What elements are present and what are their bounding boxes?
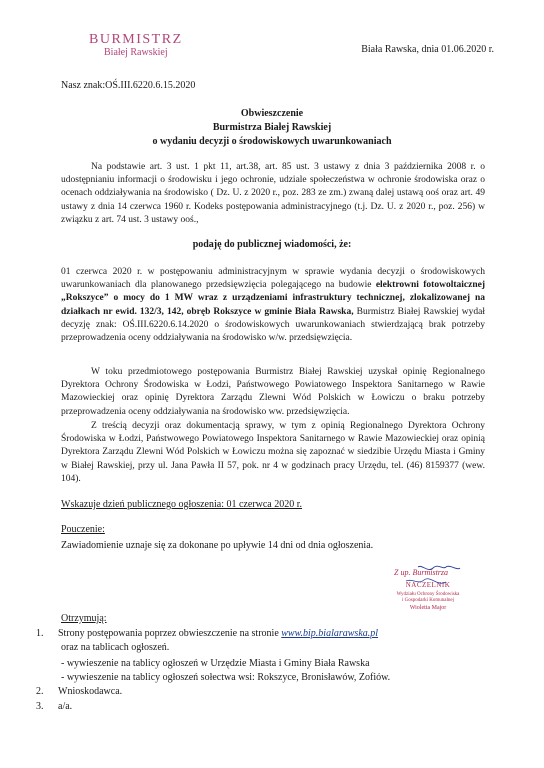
project-description: elektrowni fotowoltaicznej „Rokszyce” o mocy do 1 MW wraz z urządzeniami infrastruktury technicznej, zlokalizowanej na działkach nr ewid. 132/3, 142, obręb Rokszyce w gminie Biała Rawska, [61, 280, 485, 317]
signature-stamp-graphic [388, 565, 488, 617]
logo-subtitle: Białej Rawskiej [104, 47, 168, 58]
stamp-line1: Z up. Burmistrza [394, 568, 449, 577]
bip-link[interactable]: www.bip.bialarawska.pl [281, 628, 379, 639]
decision-text-start: 01 czerwca 2020 r. w postępowaniu administracyjnym w sprawie wydania decyzji o środowiskowych uwarunkowaniach dla planowanego przedsięwzięcia polegającego na budowie [61, 267, 485, 291]
document-title-subject: o wydaniu decyzji o środowiskowych uwarunkowaniach [152, 136, 392, 147]
recipient-text: Wnioskodawca. [58, 686, 123, 697]
access-paragraph [61, 420, 485, 486]
logo-title: BURMISTRZ [89, 32, 183, 47]
access-text: Z treścią decyzji oraz dokumentacją sprawy, w tym z opinią Regionalnego Dyrektora Ochrony Środowiska w Łodzi, Państwowego Powiatowego Inspektora Sanitarnego w Rawie Mazowieckiej oraz opinią Dyrektora Zarządu Zlewni Wód Polskich w Łowiczu można się zapoznać w siedzibie Urzędu Miasta i Gminy w Białej Rawskiej, przy ul. Jana Pawła II 57, pok. nr 4 w godzinach pracy Urzędu, tel. (46) 8159377 (wew. 104). [61, 421, 485, 484]
reference-number: Nasz znak:OŚ.III.6220.6.15.2020 [61, 80, 196, 91]
recipient-item-1 [36, 627, 486, 641]
recipient-text: Strony postępowania poprzez obwieszczenie na stronie [58, 628, 282, 639]
burmistrz-logo [89, 32, 183, 59]
stamp-line2: NACZELNIK [405, 581, 451, 589]
place-date: Biała Rawska, dnia 01.06.2020 r. [361, 44, 494, 55]
recipient-item-3 [36, 700, 486, 714]
opinions-text: W toku przedmiotowego postępowania Burmistrz Białej Rawskiej uzyskał opinię Regionalnego Dyrektora Ochrony Środowiska w Łodzi, Państwowego Powiatowego Inspektora Sanitarnego w Rawie Mazowieckiej oraz opinię Dyrektora Zarządu Zlewni Wód Polskich w Łowiczu o braku potrzeby przeprowadzenia oceny oddziaływania na środowisko ww. przedsięwzięcia. [61, 367, 485, 417]
recipient-item-1-line3: - wywieszenie na tablicy ogłoszeń w Urzędzie Miasta i Gminy Biała Rawska [61, 658, 370, 669]
recipient-text: a/a. [58, 701, 73, 712]
announcement-heading: podaję do publicznej wiadomości, że: [192, 239, 352, 250]
pouczenie-text: Zawiadomienie uznaje się za dokonane po upływie 14 dni od dnia ogłoszenia. [61, 540, 374, 551]
stamp-line5: Wioletta Major [409, 605, 447, 611]
stamp-line4: i Gospodarki Komunalnej [402, 598, 454, 603]
signature-stamp [388, 565, 488, 617]
recipient-number: 3. [36, 701, 44, 712]
stamp-line3: Wydziału Ochrony Środowiska [396, 592, 460, 597]
publication-date: Wskazuje dzień publicznego ogłoszenia: 01 czerwca 2020 r. [61, 499, 303, 510]
legal-basis-paragraph [61, 161, 485, 227]
recipient-item-2 [36, 685, 486, 699]
recipient-number: 1. [36, 628, 44, 639]
document-title-issuer: Burmistrza Białej Rawskiej [212, 122, 332, 133]
recipient-item-1-line2: oraz na tablicach ogłoszeń. [61, 642, 170, 653]
decision-text-end: Burmistrz Białej Rawskiej wydał decyzję znak: OŚ.III.6220.6.14.2020 o środowiskowych uwarunkowaniach stwierdzającą brak potrzeby przeprowadzenia oceny oddziaływania na środowisko w/w. przedsięwzięcia. [61, 306, 486, 344]
decision-paragraph [61, 266, 485, 345]
recipient-item-1-line4: - wywieszenie na tablicy ogłoszeń sołectwa wsi: Rokszyce, Bronisławów, Zofiów. [61, 672, 391, 683]
legal-basis-text: Na podstawie art. 3 ust. 1 pkt 11, art.38, art. 85 ust. 3 ustawy z dnia 3 października 2008 r. o udostępnianiu informacji o środowisku i jego ochronie, udziale społeczeństwa w ochronie środowiska oraz o ocenach oddziaływania na środowisko ( Dz. U. z 2020 r., poz. 283 ze zm.) zwaną dalej ustawą ooś oraz art. 49 ustawy z dnia 14 czerwca 1960 r. Kodeks postępowania administracyjnego (t.j. Dz. U. z 2020 r., poz. 256) w związku z art. 74 ust. 3 ustawy ooś., [61, 162, 485, 225]
opinions-paragraph [61, 366, 485, 419]
recipients-heading: Otrzymują: [61, 613, 107, 624]
recipient-number: 2. [36, 686, 44, 697]
pouczenie-heading: Pouczenie: [61, 524, 105, 535]
document-title: Obwieszczenie [240, 108, 304, 119]
